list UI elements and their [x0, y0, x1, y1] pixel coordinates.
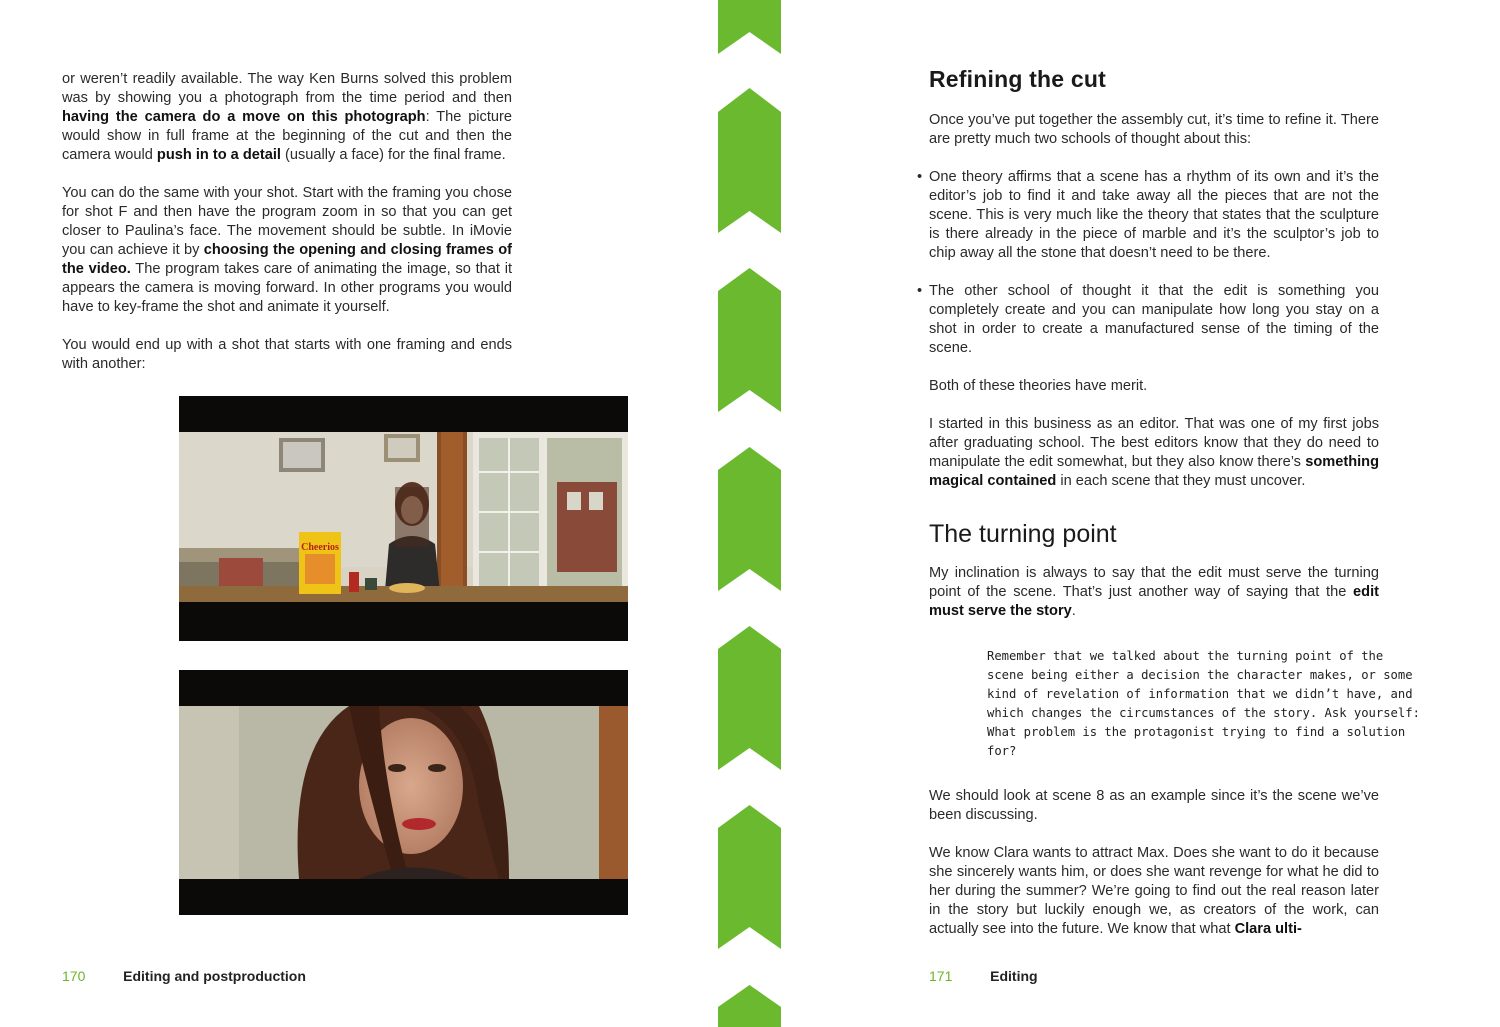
- left-footer: [62, 968, 306, 984]
- list-item: • The other school of thought it that the edit is something you completely create and you can manipulate how long you stay on a shot in order to create a manufactured sense of the timing of the scene.: [929, 282, 1379, 358]
- paragraph: Both of these theories have merit.: [929, 378, 1148, 394]
- chevron-icon: [718, 626, 781, 770]
- right-page: [781, 0, 1500, 1027]
- right-text-column: [929, 66, 1420, 958]
- chevron-icon: [718, 985, 781, 1027]
- bullet-list: [929, 168, 1379, 358]
- wide-shot-image: [179, 432, 628, 602]
- chevron-icon: [718, 0, 781, 54]
- close-up-image: [179, 706, 628, 879]
- chevron-icon: [718, 268, 781, 412]
- paragraph: My inclination is always to say that the edit must serve the turning point of the scene. That’s just another way of saying that the edit must serve the story.: [929, 565, 1379, 619]
- section-heading: Refining the cut: [929, 66, 1106, 92]
- emphasis-text: edit must serve the story: [929, 584, 1379, 619]
- monospace-quote: Remember that we talked about the turning point of the scene being either a decision the character makes, or some kind of revelation of information that we didn’t have, and which changes the circumstances of the story. Ask yourself: What problem is the protagonist trying to find a solution for?: [987, 649, 1420, 758]
- chevron-icon: [718, 88, 781, 233]
- chevron-icon: [718, 447, 781, 591]
- paragraph: You can do the same with your shot. Start with the framing you chose for shot F and then have the program zoom in so that you can get closer to Paulina’s face. The movement should be subtle. In iMovie you can achieve it by choosing the opening and closing frames of the video. The program takes care of animating the image, so that it appears the camera is moving forward. In other programs you would have to key-frame the shot and animate it yourself.: [62, 185, 513, 315]
- spine-chevron-strip: [718, 0, 781, 1027]
- paragraph: We should look at scene 8 as an example since it’s the scene we’ve been discussing.: [929, 788, 1379, 823]
- list-item: • One theory affirms that a scene has a rhythm of its own and it’s the editor’s job to find it and take away all the pieces that are not the scene. This is very much like the theory that states that the sculpture is there already in the piece of marble and it’s the sculptor’s job to chip away all the stone that doesn’t need to be there.: [929, 168, 1379, 263]
- emphasis-text: something magical contained: [929, 454, 1379, 489]
- emphasis-text: Clara ulti-: [1234, 921, 1302, 937]
- film-still-close-up: [179, 670, 628, 915]
- paragraph: I started in this business as an editor. That was one of my first jobs after graduating school. The best editors know that they do need to manipulate the edit somewhat, but they also know there’s something magical contained in each scene that they must uncover.: [929, 416, 1379, 489]
- paragraph: or weren’t readily available. The way Ken Burns solved this problem was by showing you a photograph from the time period and then having the camera do a move on this photograph: The picture would show in full frame at the beginning of the cut and then the camera would push in to a detail (usually a face) for the final frame.: [62, 71, 512, 163]
- section-heading: The turning point: [929, 520, 1117, 548]
- emphasis-text: choosing the opening and closing frames of the video.: [62, 242, 512, 277]
- chevron-icon: [718, 805, 781, 949]
- emphasis-text: push in to a detail: [156, 147, 281, 163]
- right-footer: [929, 968, 1038, 984]
- chapter-title: Editing: [990, 968, 1038, 984]
- left-text-column: [62, 70, 512, 393]
- page-number: 171: [929, 968, 953, 984]
- page-number: 170: [62, 968, 86, 984]
- left-page: [0, 0, 718, 1027]
- cereal-box-label: Cheerios: [301, 542, 339, 553]
- paragraph: You would end up with a shot that starts with one framing and ends with another:: [62, 337, 512, 372]
- paragraph: We know Clara wants to attract Max. Does she want to do it because she sincerely wants him, or does she want revenge for what he did to her during the summer? We’re going to find out the real reason later in the story but luckily enough we, as creators of the work, can actually see into the future. We know that what Clara ulti-: [929, 845, 1379, 937]
- film-still-wide-shot: [179, 396, 628, 641]
- paragraph: Once you’ve put together the assembly cut, it’s time to refine it. There are pretty much two schools of thought about this:: [929, 112, 1379, 147]
- emphasis-text: having the camera do a move on this photograph: [62, 109, 426, 125]
- chapter-title: Editing and postproduction: [123, 968, 306, 984]
